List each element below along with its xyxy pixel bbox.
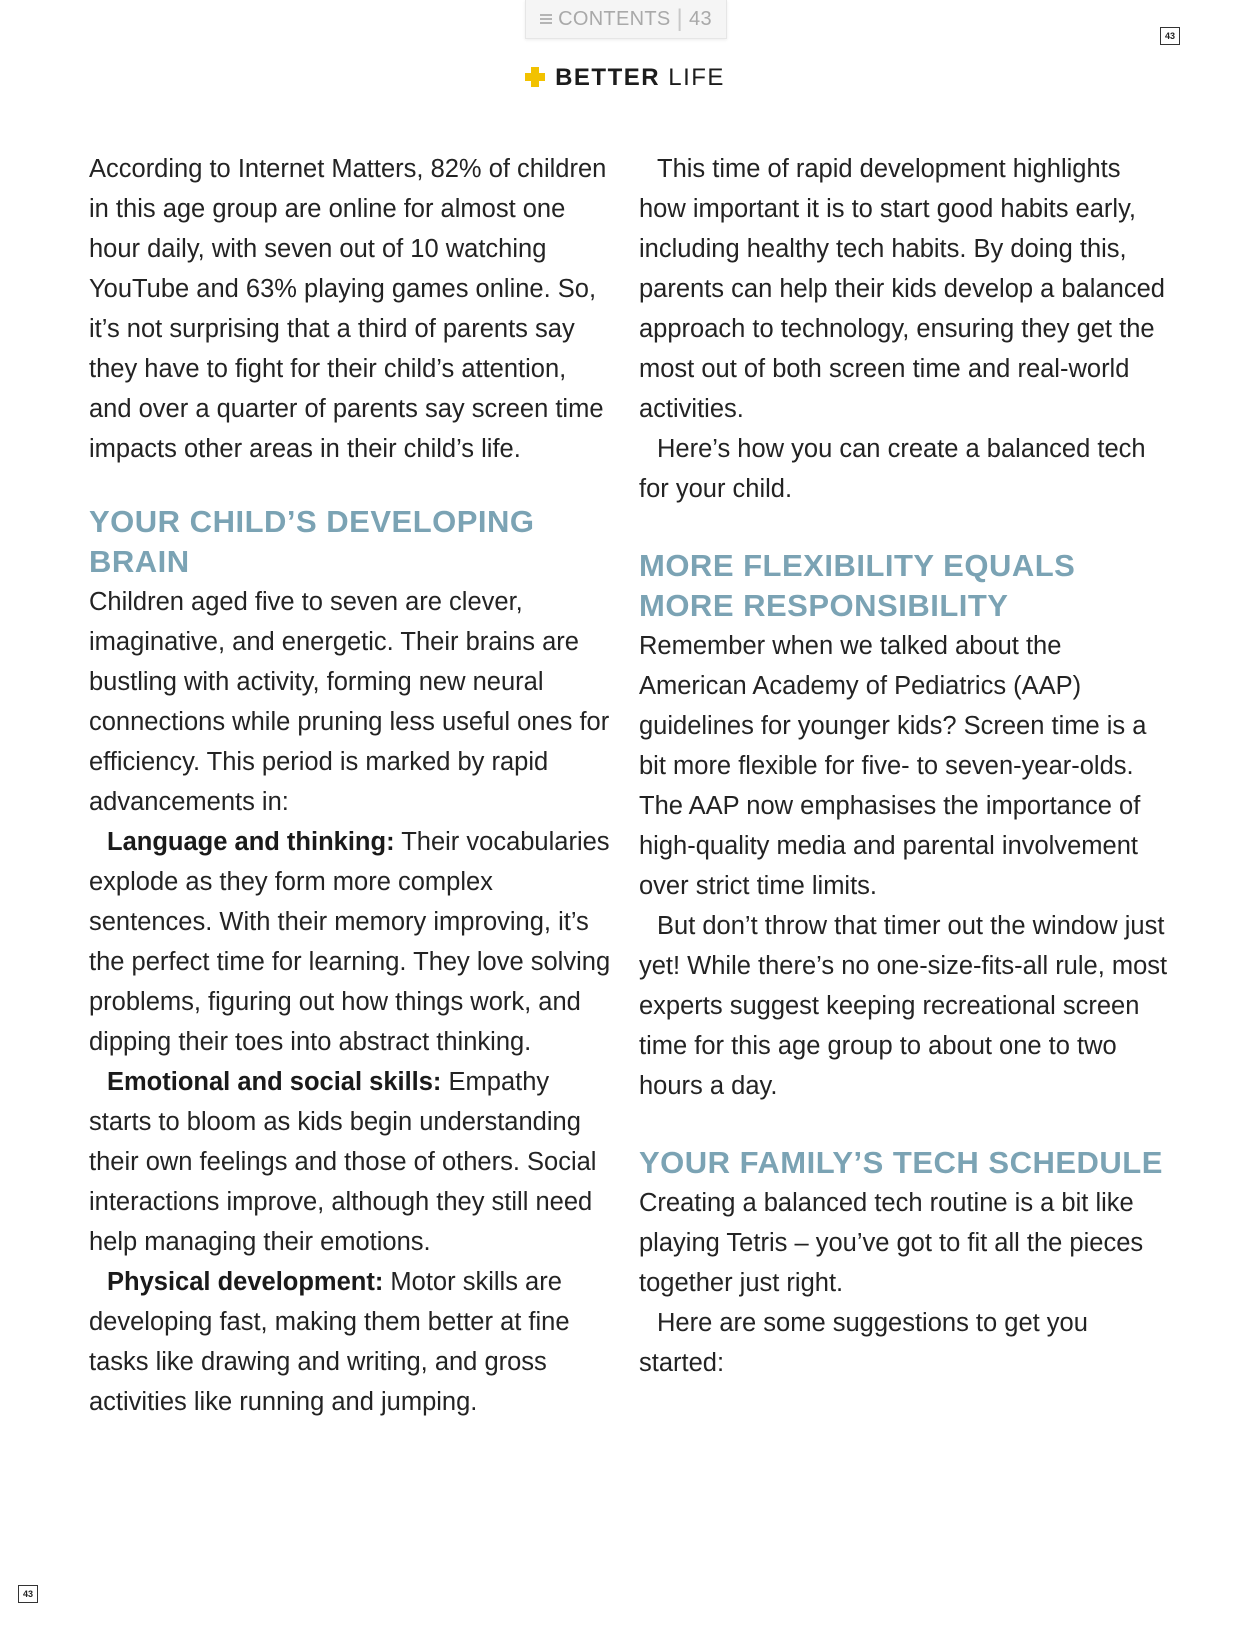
contents-page-number: 43 [689,7,712,30]
contents-tab[interactable] [525,0,727,39]
suggestions-paragraph: Here are some suggestions to get you started: [639,1309,1088,1377]
page-number-bottom[interactable]: 43 [18,1585,38,1603]
intro-paragraph: According to Internet Matters, 82% of children in this age group are online for almost one hour daily, with seven out of 10 watching YouTube and 63% playing games online. So, it’s not surprising that a third of parents say they have to fight for their child’s attention, and over a quarter of parents say screen time impacts other areas in their child’s life. [89,155,607,463]
divider: | [676,5,684,32]
emotional-social-text: Empathy starts to bloom as kids begin understanding their own feelings and those of others. Social interactions improve, although they still need help managing their emotions. [89,1068,597,1256]
aap-paragraph: Remember when we talked about the American Academy of Pediatrics (AAP) guidelines for younger kids? Screen time is a bit more flexible for five- to seven-year-olds. The AAP now emphasises the importance of high-quality media and parental involvement over strict time limits. [639,632,1147,900]
language-thinking-text: Their vocabularies explode as they form more complex sentences. With their memory improving, it’s the perfect time for learning. They love solving problems, figuring out how things work, and dipping their toes into abstract thinking. [89,828,611,1056]
contents-label: CONTENTS [558,7,671,30]
section-label-bold: BETTER [555,64,661,91]
right-column [639,149,1169,1383]
emotional-social-paragraph [89,1062,614,1262]
plus-icon [525,67,545,87]
physical-development-text: Motor skills are developing fast, making them better at fine tasks like drawing and writing, and gross activities like running and jumping. [89,1268,570,1416]
balanced-tech-paragraph: Here’s how you can create a balanced tech for your child. [639,435,1146,503]
section-label [0,64,1250,92]
physical-development-title: Physical development: [107,1268,384,1296]
heading-flexibility: MORE FLEXIBILITY EQUALS MORE RESPONSIBILITY [639,548,1076,623]
rapid-development-paragraph: This time of rapid development highlights how important it is to start good habits early, including healthy tech habits. By doing this, parents can help their kids develop a balanced approach to technology, ensuring they get the most out of both screen time and real-world activities. [639,155,1165,423]
language-thinking-paragraph [89,822,614,1062]
emotional-social-title: Emotional and social skills: [107,1068,442,1096]
section-label-light: LIFE [668,64,725,91]
menu-icon [540,12,552,26]
heading-developing-brain: YOUR CHILD’S DEVELOPING BRAIN [89,504,535,579]
left-column [89,149,614,1422]
page-number-top[interactable]: 43 [1160,27,1180,45]
heading-tech-schedule: YOUR FAMILY’S TECH SCHEDULE [639,1145,1163,1180]
timer-paragraph: But don’t throw that timer out the window just yet! While there’s no one-size-fits-all rule, most experts suggest keeping recreational screen time for this age group to about one to two hours a day. [639,912,1168,1100]
language-thinking-title: Language and thinking: [107,828,395,856]
physical-development-paragraph [89,1262,614,1422]
development-paragraph: Children aged five to seven are clever, imaginative, and energetic. Their brains are bustling with activity, forming new neural connections while pruning less useful ones for efficiency. This period is marked by rapid advancements in: [89,588,610,816]
tetris-paragraph: Creating a balanced tech routine is a bit like playing Tetris – you’ve got to fit all the pieces together just right. [639,1189,1144,1297]
